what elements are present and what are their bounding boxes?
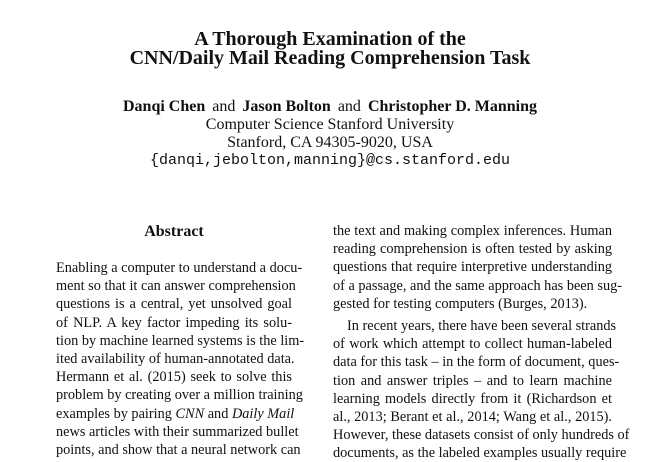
body-line: questions that require interpretive understanding (333, 259, 612, 276)
abstract-line: ited availability of human-annotated data. (56, 350, 295, 367)
abstract-line: problem by creating over a million training (56, 387, 303, 404)
body-line: al., 2013; Berant et al., 2014; Wang et al., 2015). (333, 408, 612, 425)
abstract-line: points, and show that a neural network can (56, 441, 301, 458)
body-line: gested for testing computers (Burges, 2013). (333, 295, 588, 312)
italic-term-cnn: CNN (175, 405, 205, 422)
author-separator: and (212, 98, 236, 115)
body-line: However, these datasets consist of only hundreds of (333, 427, 630, 444)
body-line: In recent years, there have been several strands (347, 317, 617, 334)
author-email: {danqi,jebolton,manning}@cs.stanford.edu (149, 152, 511, 169)
affiliation-line-1: Computer Science Stanford University (205, 116, 455, 133)
author-name: Danqi Chen (123, 98, 206, 115)
author-list (0, 97, 660, 117)
paper-title-line-2: CNN/Daily Mail Reading Comprehension Task (129, 47, 531, 69)
body-line: tion and answer triples – and to learn machine (333, 372, 612, 389)
author-name: Christopher D. Manning (367, 98, 537, 115)
abstract-line: questions is a central, yet unsolved goal (56, 296, 292, 313)
body-line: of a passage, and the same approach has been sug- (333, 277, 623, 294)
body-line: the text and making complex inferences. Human (333, 223, 612, 239)
abstract-line: tion by machine learned systems is the lim- (56, 332, 305, 349)
abstract-body (56, 259, 305, 459)
body-line: learning models directly from it (Richardson et (333, 390, 612, 407)
paper-title-line-1: A Thorough Examination of the (194, 28, 466, 50)
abstract-text: and (207, 405, 229, 422)
abstract-line: of NLP. A key factor impeding its solu- (56, 314, 292, 331)
affiliation-line-2: Stanford, CA 94305-9020, USA (227, 134, 433, 151)
italic-term-daily-mail: Daily Mail (231, 405, 295, 422)
abstract-line: ment so that it can answer comprehension (56, 278, 296, 295)
abstract-line: news articles with their summarized bullet (56, 423, 299, 440)
author-separator: and (337, 98, 361, 115)
abstract-line: Hermann et al. (2015) seek to solve this (56, 369, 292, 386)
body-line: reading comprehension is often tested by asking (333, 241, 612, 258)
abstract-line: Enabling a computer to understand a docu- (56, 260, 303, 276)
introduction-body (333, 222, 630, 462)
body-line: data for this task – in the form of document, ques- (333, 354, 620, 371)
abstract-text: examples by pairing (56, 405, 172, 422)
author-name: Jason Bolton (242, 98, 331, 115)
body-line: documents, as the labeled examples usually require (333, 445, 627, 462)
body-line: of work which attempt to collect human-labeled (333, 336, 612, 353)
abstract-heading: Abstract (144, 223, 204, 240)
abstract-line-with-italics (56, 405, 295, 423)
